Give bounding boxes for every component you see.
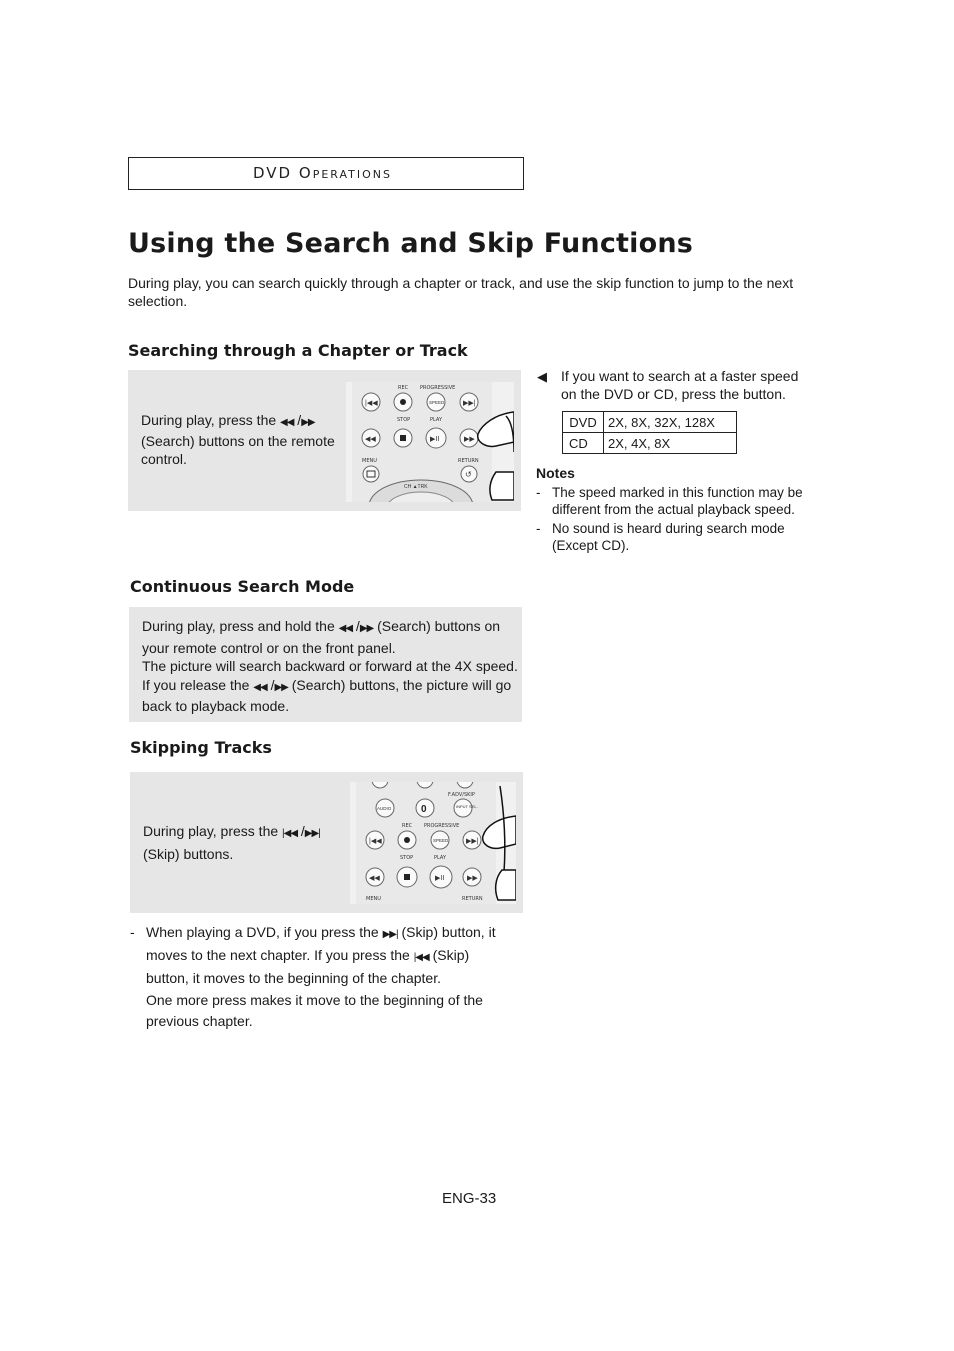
speed-table bbox=[562, 411, 737, 454]
searching-instruction: During play, press the ◀◀ /▶▶ (Search) buttons on the remote control. bbox=[141, 412, 335, 467]
table-row bbox=[563, 433, 737, 454]
return-label: RETURN bbox=[458, 458, 479, 464]
continuous-panel bbox=[129, 607, 522, 722]
fast-forward-icon: ▶▶ bbox=[301, 417, 315, 428]
speed-media-dvd: DVD bbox=[563, 412, 604, 433]
skip-prev-icon: |◀◀ bbox=[413, 952, 429, 963]
rec-label: REC bbox=[402, 823, 413, 829]
tip-arrow-icon: ◀ bbox=[537, 369, 547, 384]
faster-search-tip: If you want to search at a faster speed on the DVD or CD, press the button. bbox=[561, 368, 799, 402]
skipping-panel bbox=[130, 772, 523, 913]
return-label: RETURN bbox=[462, 896, 483, 902]
searching-heading: Searching through a Chapter or Track bbox=[128, 341, 468, 360]
remote-skip-svg bbox=[350, 782, 516, 904]
remote-search-svg bbox=[346, 382, 514, 502]
input-sel-label: INPUT SEL. bbox=[456, 804, 478, 809]
record-icon bbox=[400, 399, 406, 405]
remote-illustration-search bbox=[346, 382, 514, 502]
thumb-icon bbox=[496, 870, 516, 900]
section-label-lead: DVD O bbox=[253, 164, 313, 182]
rewind-icon: ◀◀ bbox=[280, 417, 294, 428]
zero-label: 0 bbox=[421, 804, 427, 815]
skip-next-icon: ▶▶| bbox=[304, 828, 320, 839]
menu-label: MENU bbox=[366, 896, 381, 902]
progressive-label: PROGRESSIVE bbox=[420, 385, 456, 391]
stop-icon bbox=[404, 874, 410, 880]
skipping-heading: Skipping Tracks bbox=[130, 738, 272, 757]
searching-panel bbox=[128, 370, 521, 511]
skip-next-button-icon: ▶▶| bbox=[466, 838, 479, 845]
fast-forward-button-icon: ▶▶ bbox=[467, 875, 478, 882]
record-icon bbox=[404, 837, 410, 843]
play-label: PLAY bbox=[434, 855, 447, 861]
speed-button-label: SPEED bbox=[429, 400, 445, 405]
ch-trk-label: CH ▲TRK bbox=[404, 484, 428, 490]
fadv-skip-label: F.ADV/SKIP bbox=[448, 792, 475, 798]
section-label-rest: PERATIONS bbox=[312, 168, 392, 181]
speed-values-cd: 2X, 4X, 8X bbox=[604, 433, 737, 454]
rewind-icon: ◀◀ bbox=[338, 623, 353, 634]
stop-icon bbox=[400, 435, 406, 441]
continuous-instruction: During play, press and hold the ◀◀ /▶▶ (Search) buttons on your remote control or on the front panel. The picture will search backward or forward at the 4X speed. If you release the ◀◀ /▶▶ (Search) buttons, the picture will go back to playback mode. bbox=[142, 618, 518, 714]
table-row bbox=[563, 412, 737, 433]
remote-illustration-skip bbox=[350, 782, 516, 904]
thumb-icon bbox=[490, 472, 514, 500]
return-icon: ↺ bbox=[465, 470, 472, 479]
fast-forward-icon: ▶▶ bbox=[359, 623, 374, 634]
intro-text: During play, you can search quickly through a chapter or track, and use the skip function to jump to the next selection. bbox=[128, 275, 794, 309]
skip-prev-icon: |◀◀ bbox=[282, 828, 298, 839]
fast-forward-button-icon: ▶▶ bbox=[464, 436, 475, 443]
fast-forward-icon: ▶▶ bbox=[274, 681, 288, 693]
rewind-button-icon: ◀◀ bbox=[369, 875, 380, 882]
rec-label: REC bbox=[398, 385, 409, 391]
speed-values-dvd: 2X, 8X, 32X, 128X bbox=[604, 412, 737, 433]
menu-label: MENU bbox=[362, 458, 377, 464]
skip-next-icon: ▶▶| bbox=[463, 400, 476, 407]
page-number: ENG-33 bbox=[442, 1190, 497, 1207]
skip-prev-button-icon: |◀◀ bbox=[369, 838, 382, 845]
skip-next-icon: ▶▶| bbox=[382, 929, 398, 940]
notes-heading: Notes bbox=[536, 465, 575, 481]
progressive-label: PROGRESSIVE bbox=[424, 823, 460, 829]
skip-prev-icon: |◀◀ bbox=[365, 400, 378, 407]
skip-note: - When playing a DVD, if you press the ▶▶| (Skip) button, it moves to the next chapter. If you press the |◀◀ (Skip) button, it moves to the beginning of the chapter. One more press makes it move to the beginning of the previous chapter. bbox=[130, 922, 500, 1032]
note-item: - No sound is heard during search mode (Except CD). bbox=[536, 521, 785, 553]
skipping-instruction: During play, press the |◀◀ /▶▶| (Skip) buttons. bbox=[143, 823, 320, 862]
note-item: - The speed marked in this function may be different from the actual playback speed. bbox=[536, 485, 803, 517]
rewind-icon: ◀◀ bbox=[253, 681, 267, 693]
speed-button-label: SPEED bbox=[433, 838, 449, 843]
play-label: PLAY bbox=[430, 417, 443, 423]
audio-label: AUDIO bbox=[377, 806, 392, 811]
rewind-button-icon: ◀◀ bbox=[365, 436, 376, 443]
continuous-heading: Continuous Search Mode bbox=[130, 577, 355, 596]
page-title: Using the Search and Skip Functions bbox=[128, 228, 694, 259]
skip-note-continued: One more press makes it move to the beginning of the previous chapter. bbox=[146, 992, 483, 1029]
stop-label: STOP bbox=[400, 855, 414, 861]
stop-label: STOP bbox=[397, 417, 411, 423]
play-pause-icon: ▶II bbox=[435, 875, 445, 882]
play-pause-icon: ▶II bbox=[430, 436, 440, 443]
speed-media-cd: CD bbox=[563, 433, 604, 454]
section-header bbox=[128, 157, 524, 190]
